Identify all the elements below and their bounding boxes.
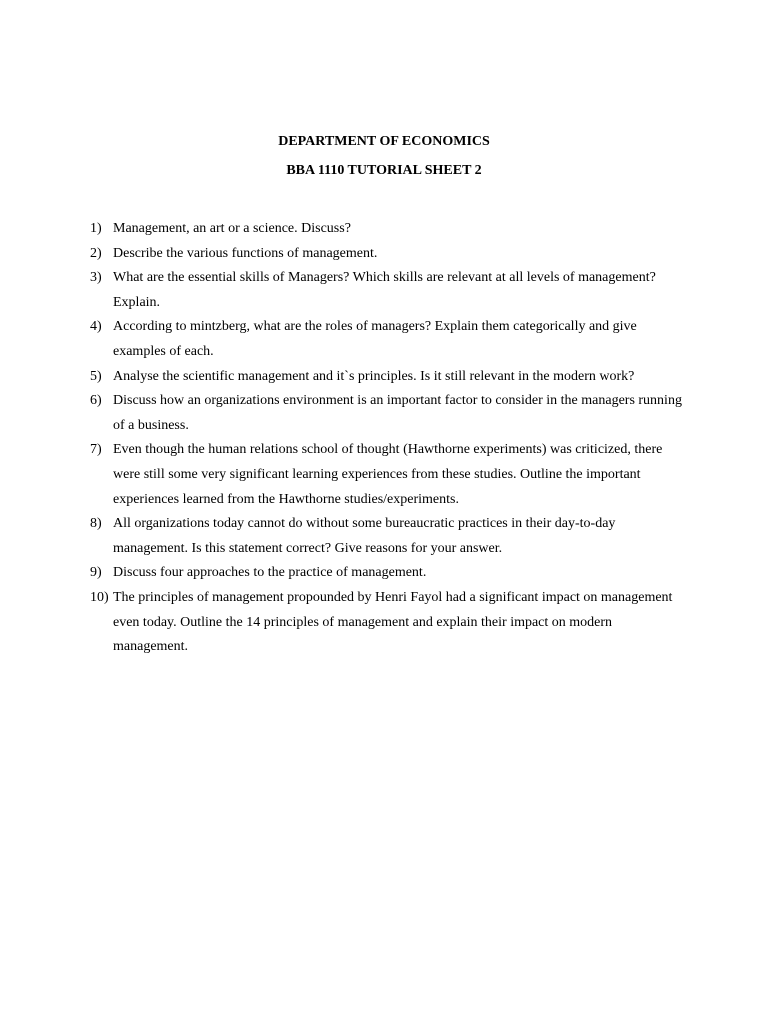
question-item [90,242,690,267]
question-number: 7) [90,442,102,458]
question-text: All organizations today cannot do without some bureaucratic practices in their day-to-day management. Is this statement correct? Give reasons for your answer. [113,516,616,556]
question-item [90,315,690,364]
department-heading: DEPARTMENT OF ECONOMICS [278,134,490,149]
tutorial-sheet-title: BBA 1110 TUTORIAL SHEET 2 [286,163,482,178]
question-text: Even though the human relations school of thought (Hawthorne experiments) was criticized, there were still some very significant learning experiences from these studies. Outline the important experiences learned from the Hawthorne studies/experiments. [113,442,663,507]
question-number: 1) [90,221,102,236]
question-item [90,586,690,660]
question-text: The principles of management propounded by Henri Fayol had a significant impact on management even today. Outline the 14 principles of management and explain their impact on modern management. [113,589,673,655]
question-item [90,266,690,315]
question-number: 2) [90,245,102,261]
question-text: Management, an art or a science. Discuss? [113,221,351,236]
question-number: 5) [90,368,102,384]
question-item [90,389,690,438]
question-text: Discuss how an organizations environment is an important factor to consider in the managers running of a business. [113,393,682,433]
question-number: 6) [90,393,102,409]
question-text: Analyse the scientific management and it`s principles. Is it still relevant in the modern work? [113,368,635,384]
question-number: 8) [90,516,102,532]
question-number: 10) [90,589,109,605]
question-list [90,217,690,660]
question-number: 4) [90,319,102,335]
question-item [90,365,690,390]
question-item [90,512,690,561]
question-text: According to mintzberg, what are the roles of managers? Explain them categorically and give examples of each. [113,319,637,359]
question-text: Discuss four approaches to the practice of management. [113,565,427,581]
question-text: What are the essential skills of Managers? Which skills are relevant at all levels of management? Explain. [113,270,656,310]
question-item [90,438,690,512]
question-number: 3) [90,270,102,286]
question-item [90,561,690,586]
question-item [90,217,690,242]
question-number: 9) [90,565,102,581]
question-text: Describe the various functions of management. [113,245,378,261]
